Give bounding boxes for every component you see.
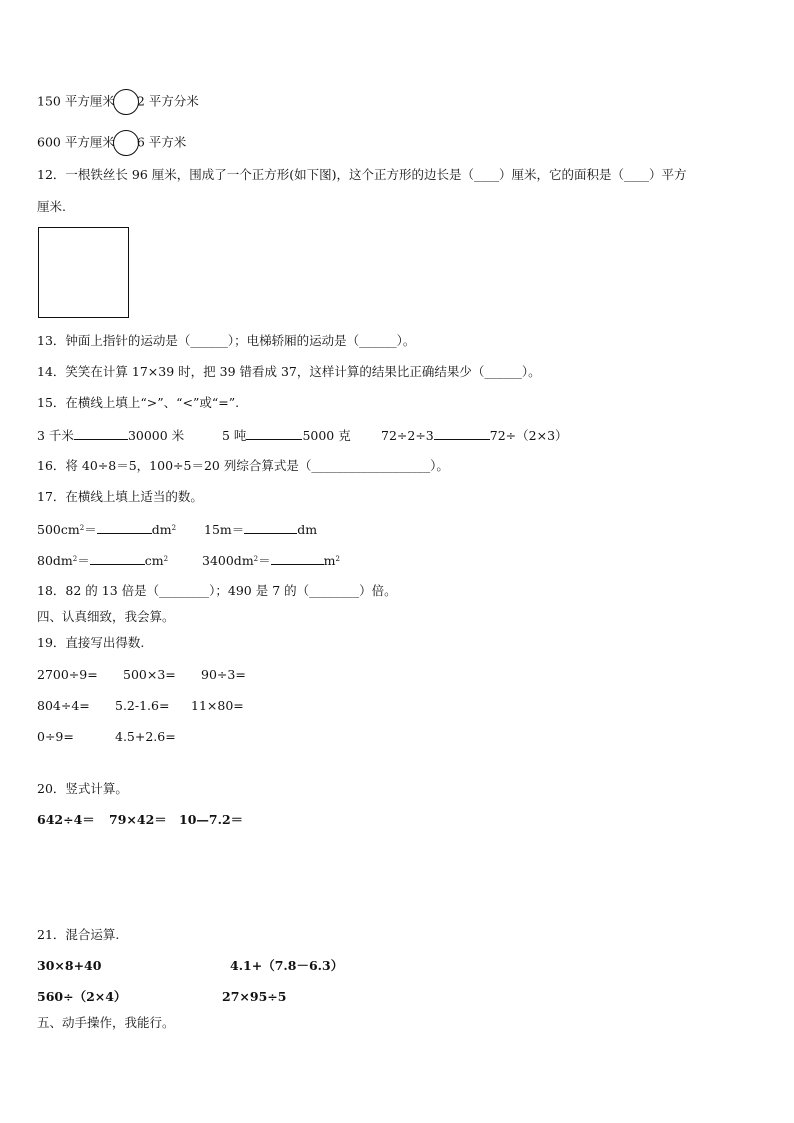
equals-sign: ＝ [77,553,90,568]
question-16: 16．将 40÷8＝5，100÷5＝20 列综合算式是（___________________）。 [37,458,449,473]
question-17-title: 17．在横线上填上适当的数。 [37,489,203,504]
unit: dm [297,522,318,537]
question-17-row-2 [204,521,317,538]
compare-left: 150 平方厘米 [37,93,115,109]
question-21-title: 21．混合运算. [37,927,120,942]
superscript: 2 [253,555,259,563]
unit-expression: 500cm [37,522,80,537]
unit: dm [151,522,172,537]
question-19-title: 19．直接写出得数. [37,635,145,650]
calc-item: 11×80= [191,698,244,713]
question-13: 13．钟面上指针的运动是（______）；电梯轿厢的运动是（______）。 [37,333,416,348]
superscript: 2 [171,524,177,532]
superscript: 2 [72,555,78,563]
item-right: 72÷（2×3） [489,428,568,443]
question-14: 14．笑笑在计算 17×39 时，把 39 错看成 37，这样计算的结果比正确结果少（______）。 [37,364,541,379]
answer-blank[interactable] [74,427,128,440]
question-17-row-4 [202,552,340,569]
question-17-row-1 [37,521,176,538]
answer-blank[interactable] [434,427,490,440]
calc-item: 804÷4= [37,698,90,713]
unit: m [323,553,336,568]
answer-blank[interactable] [246,427,302,440]
question-15-items [37,427,184,444]
superscript: 2 [335,555,340,563]
question-15-items [381,427,568,444]
item-left: 3 千米 [37,428,74,443]
mixed-calc-item: 560÷（2×4） [37,989,127,1004]
answer-circle[interactable] [113,89,139,115]
mixed-calc-item: 30×8+40 [37,958,102,973]
section-heading-4: 四、认真细致，我会算。 [37,609,175,624]
superscript: 2 [79,524,85,532]
calc-item: 90÷3= [201,667,246,682]
item-left: 72÷2÷3 [381,428,434,443]
mixed-calc-item: 27×95÷5 [222,989,287,1004]
question-17-row-3 [37,552,168,569]
calc-item: 4.5+2.6= [115,729,176,744]
unit-expression: 80dm [37,553,73,568]
vertical-calc-item: 10—7.2＝ [179,812,244,827]
vertical-calc-item: 642÷4＝ [37,812,95,827]
section-heading-5: 五、动手操作，我能行。 [37,1015,175,1030]
compare-row-1 [37,89,199,115]
item-left: 5 吨 [222,428,247,443]
question-18: 18．82 的 13 倍是（________）；490 是 7 的（________）倍。 [37,583,397,598]
calc-item: 500×3= [123,667,176,682]
compare-right: 2 平方分米 [136,93,199,109]
equals-sign: ＝ [84,522,97,537]
item-right: 30000 米 [127,428,185,443]
answer-blank[interactable] [244,521,297,534]
calc-item: 2700÷9= [37,667,98,682]
vertical-calc-item: 79×42＝ [109,812,167,827]
unit: cm [144,553,164,568]
superscript: 2 [163,555,169,563]
item-right: 5000 克 [302,428,351,443]
calc-item: 0÷9= [37,729,74,744]
unit-expression: 15m＝ [204,522,245,537]
question-15-items [222,427,351,444]
answer-blank[interactable] [97,521,152,534]
compare-left: 600 平方厘米 [37,134,115,150]
answer-blank[interactable] [271,552,324,565]
answer-blank[interactable] [90,552,145,565]
compare-right: 6 平方米 [136,134,187,150]
question-20-title: 20．竖式计算。 [37,781,128,796]
equals-sign: ＝ [258,553,271,568]
mixed-calc-item: 4.1+（7.8－6.3） [230,958,344,973]
unit-expression: 3400dm [202,553,254,568]
compare-row-2 [37,130,186,156]
answer-circle[interactable] [113,130,139,156]
square-figure [38,227,129,318]
question-15-title: 15．在横线上填上“>”、“<”或“=”. [37,395,240,410]
question-12-line-1: 12．一根铁丝长 96 厘米，围成了一个正方形(如下图)，这个正方形的边长是（____）厘米，它的面积是（____）平方 [37,167,687,182]
question-12-line-2: 厘米. [37,199,66,214]
calc-item: 5.2-1.6= [115,698,170,713]
